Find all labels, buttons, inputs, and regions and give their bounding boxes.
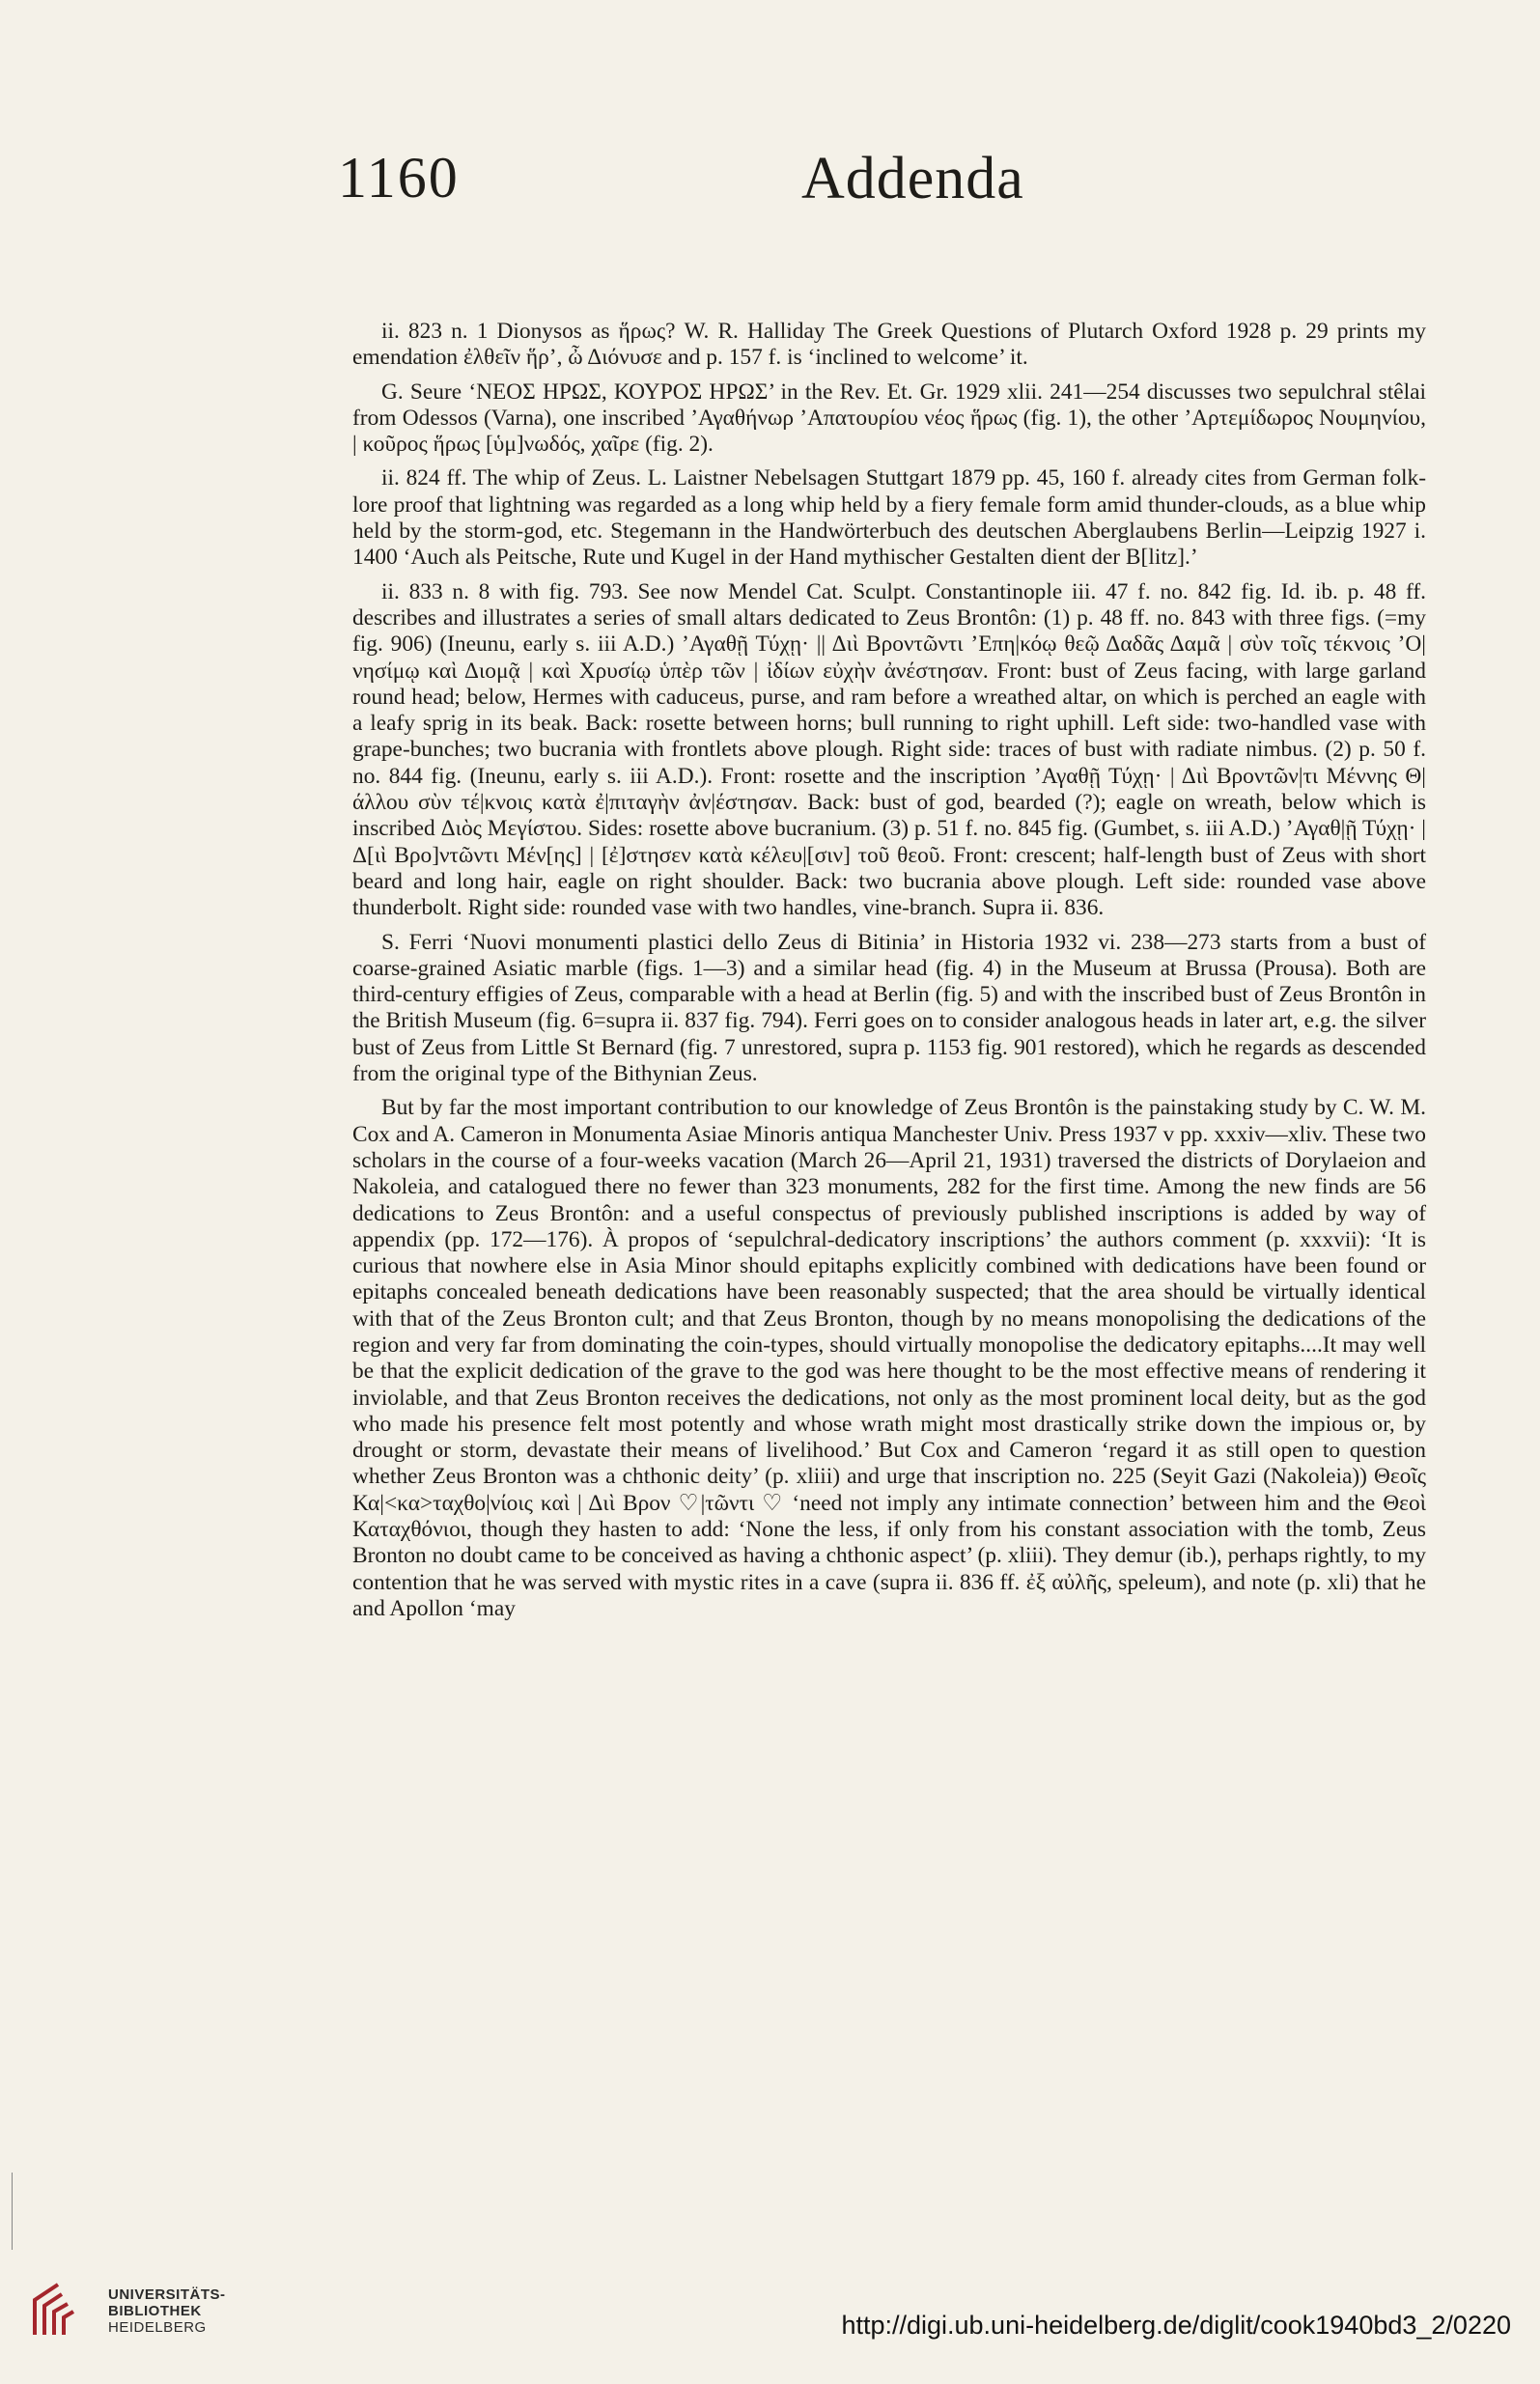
source-url-link[interactable]: http://digi.ub.uni-heidelberg.de/diglit/cook1940bd3_2/0220	[841, 2311, 1511, 2340]
library-name-line: BIBLIOTHEK	[108, 2303, 202, 2319]
paragraph-ferri: S. Ferri ‘Nuovi monumenti plastici dello Zeus di Bitinia’ in Historia 1932 vi. 238—273 starts from a bust of coarse-grained Asiatic marble (figs. 1—3) and a similar head (fig. 4) in the Museum at Brussa (Prousa). Both are third-century effigies of Zeus, comparable with a head at Berlin (fig. 5) and with the inscribed bust of Zeus Brontôn in the British Museum (fig. 6=supra ii. 837 fig. 794). Ferri goes on to consider analogous heads in later art, e.g. the silver bust of Zeus from Little St Bernard (fig. 7 unrestored, supra p. 1153 fig. 901 restored), which he regards as descended from the original type of the Bithynian Zeus.	[352, 929, 1426, 1087]
paragraph-823-heroes: ii. 823 n. 1 Dionysos as ἥρως? W. R. Halliday The Greek Questions of Plutarch Oxford 1928 p. 29 prints my emendation ἐλθεῖν ἥρ’, ὦ Διόνυσε and p. 157 f. is ‘inclined to welcome’ it.	[352, 319, 1426, 371]
library-logo[interactable]	[29, 2279, 319, 2356]
page-number: 1160	[338, 146, 460, 210]
paragraph-seure: G. Seure ‘ΝΕΟΣ ΗΡΩΣ, ΚΟΥΡΟΣ ΗΡΩΣ’ in the Rev. Et. Gr. 1929 xlii. 241—254 discusses two sepulchral stêlai from Odessos (Varna), one inscribed ’Αγαθήνωρ ’Απατουρίου νέος ἥρως (fig. 1), the other ’Αρτεμίδωρος Νουμηνίου, | κοῦρος ἥρως [ὑμ]νωδός, χαῖρε (fig. 2).	[352, 379, 1426, 458]
library-name-line: HEIDELBERG	[108, 2319, 207, 2336]
margin-mark	[12, 2173, 13, 2250]
library-name	[108, 2286, 226, 2336]
library-name-line: UNIVERSITÄTS-	[108, 2286, 226, 2303]
body-text	[352, 319, 1426, 1630]
library-emblem-icon	[29, 2279, 91, 2341]
page-header	[338, 145, 1207, 232]
paragraph-whip-of-zeus: ii. 824 ff. The whip of Zeus. L. Laistner Nebelsagen Stuttgart 1879 pp. 45, 160 f. already cites from German folk-lore proof that lightning was regarded as a long whip held by a fiery female form amid thunder-clouds, as a blue whip held by the storm-god, etc. Stegemann in the Handwörterbuch des deutschen Aberglaubens Berlin—Leipzig 1927 i. 1400 ‘Auch als Peitsche, Rute und Kugel in der Hand mythischer Gestalten dient der B[litz].’	[352, 465, 1426, 571]
paragraph-cox-cameron: But by far the most important contribution to our knowledge of Zeus Brontôn is the painstaking study by C. W. M. Cox and A. Cameron in Monumenta Asiae Minoris antiqua Manchester Univ. Press 1937 v pp. xxxiv—xliv. These two scholars in the course of a four-weeks vacation (March 26—April 21, 1931) traversed the districts of Dorylaeion and Nakoleia, and catalogued there no fewer than 323 monuments, 282 for the first time. Among the new finds are 56 dedications to Zeus Brontôn: and a useful conspectus of previously published inscriptions is added by way of appendix (pp. 172—176). À propos of ‘sepulchral-dedicatory inscriptions’ the authors comment (p. xxxvii): ‘It is curious that nowhere else in Asia Minor should epitaphs explicitly combined with dedications have been found or epitaphs concealed beneath dedications have been reasonably suspected; that the area should be virtually identical with that of the Zeus Bronton cult; and that Zeus Bronton, though by no means monopolising the dedications of the region and very far from dominating the coin-types, should virtually monopolise the dedicatory epitaphs....It may well be that the explicit dedication of the grave to the god was here thought to be the most effective means of rendering it inviolable, and that Zeus Bronton receives the dedications, not only as the most prominent local deity, but as the god who made his presence felt most potently and whose wrath might most drastically strike down the impious or, by drought or storm, devastate their means of livelihood.’ But Cox and Cameron ‘regard it as still open to question whether Zeus Bronton was a chthonic deity’ (p. xliii) and urge that inscription no. 225 (Seyit Gazi (Nakoleia)) Θεοῖς Κα|<κα>ταχθο|νίοις καὶ | Διὶ Βρον ♡|τῶντι ♡ ‘need not imply any intimate connection’ between him and the Θεοὶ Καταχθόνιοι, though they hasten to add: ‘None the less, if only from his constant association with the tomb, Zeus Bronton no doubt came to be conceived as having a chthonic aspect’ (p. xliii). They demur (ib.), perhaps rightly, to my contention that he was served with mystic rites in a cave (supra ii. 836 ff. ἐξ αὐλῆς, speleum), and note (p. xli) that he and Apollon ‘may	[352, 1095, 1426, 1621]
paragraph-mendel-altars: ii. 833 n. 8 with fig. 793. See now Mendel Cat. Sculpt. Constantinople iii. 47 f. no. 842 fig. Id. ib. p. 48 ff. describes and illustrates a series of small altars dedicated to Zeus Brontôn: (1) p. 48 ff. no. 843 with three figs. (=my fig. 906) (Ineunu, early s. iii A.D.) ’Αγαθῇ Τύχῃ· || Διὶ Βροντῶντι ’Επη|κόῳ θεῷ Δαδᾶς Δαμᾶ | σὺν τοῖς τέκνοις ’Ο|νησίμῳ καὶ Διομᾷ | καὶ Χρυσίῳ ὑπὲρ τῶν | ἰδίων εὐχὴν ἀνέστησαν. Front: bust of Zeus facing, with large garland round head; below, Hermes with caduceus, purse, and ram before a wreathed altar, on which is perched an eagle with a leafy sprig in its beak. Back: rosette between horns; bull running to right uphill. Left side: two-handled vase with grape-bunches; two bucrania with frontlets above plough. Right side: traces of bust with radiate nimbus. (2) p. 50 f. no. 844 fig. (Ineunu, early s. iii A.D.). Front: rosette and the inscription ’Αγαθῇ Τύχῃ· | Διὶ Βροντῶν|τι Μέννης Θ|άλλου σὺν τέ|κνοις κατὰ ἐ|πιταγὴν ἀν|έστησαν. Back: bust of god, bearded (?); eagle on wreath, below which is inscribed Διὸς Μεγίστου. Sides: rosette above bucranium. (3) p. 51 f. no. 845 fig. (Gumbet, s. iii A.D.) ’Αγαθ|ῇ Τύχῃ· | Δ[ιὶ Βρο]ντῶντι Μέν[ης] | [ἐ]στησεν κατὰ κέλευ|[σιν] τοῦ θεοῦ. Front: crescent; half-length bust of Zeus with short beard and long hair, eagle on right shoulder. Back: two bucrania above plough. Left side: rounded vase above thunderbolt. Right side: rounded vase with two handles, vine-branch. Supra ii. 836.	[352, 578, 1426, 921]
running-title: Addenda	[801, 146, 1024, 211]
